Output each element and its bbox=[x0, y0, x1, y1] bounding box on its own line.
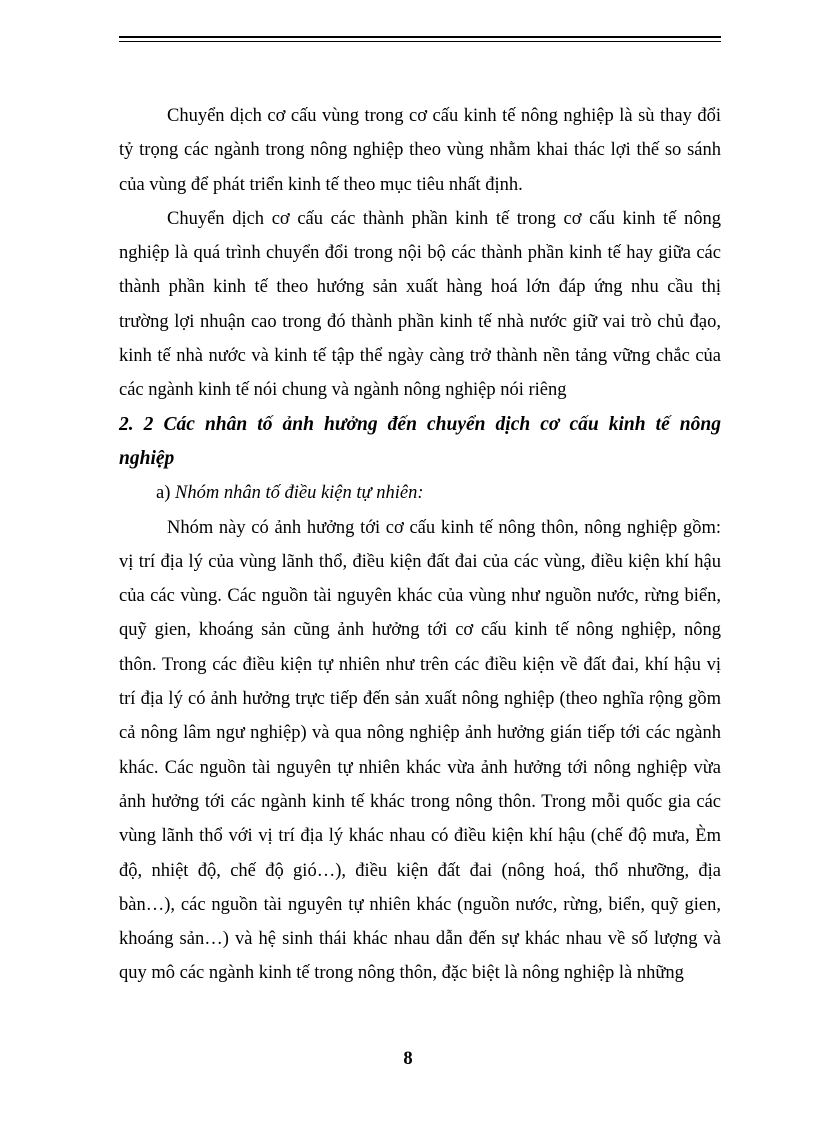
paragraph-line: Chuyển dịch cơ cấu vùng trong cơ cấu kinh tế nông nghiệp là sù thay đổi bbox=[167, 106, 721, 126]
paragraph-line: nghiệp là quá trình chuyển đổi trong nội bộ các thành phần kinh tế hay giữa các bbox=[119, 243, 721, 264]
paragraph-line: độ, nhiệt độ, chế độ gió…), điều kiện đất đai (nông hoá, thổ nhưỡng, địa bbox=[119, 860, 721, 881]
subheading-prefix: a) bbox=[156, 483, 171, 504]
paragraph-line: tỷ trọng các ngành trong nông nghiệp theo vùng nhằm khai thác lợi thế so sánh bbox=[119, 140, 721, 161]
paragraph-line: các ngành kinh tế nói chung và ngành nông nghiệp nói riêng bbox=[119, 380, 567, 401]
paragraph-line: quy mô các ngành kinh tế trong nông thôn, đặc biệt là nông nghiệp là những bbox=[119, 963, 684, 984]
paragraph-line: thôn. Trong các điều kiện tự nhiên như trên các điều kiện về đất đai, khí hậu vị bbox=[119, 654, 721, 675]
paragraph-line: của vùng để phát triển kinh tế theo mục tiêu nhất định. bbox=[119, 174, 523, 195]
paragraph-line: kinh tế nhà nước và kinh tế tập thể ngày càng trở thành nền tảng vững chắc của bbox=[119, 346, 721, 367]
paragraph-line: Nhóm này có ảnh hưởng tới cơ cấu kinh tế nông thôn, nông nghiệp gồm: bbox=[167, 517, 721, 538]
page-number: 8 bbox=[403, 1049, 413, 1069]
paragraph-line: khoáng sản…) và hệ sinh thái khác nhau dẫn đến sự khác nhau về số lượng và bbox=[119, 929, 721, 950]
paragraph-line: vùng lãnh thổ với vị trí địa lý khác nhau có điều kiện khí hậu (chế độ mưa, Èm bbox=[119, 826, 721, 847]
header-rule-thin bbox=[119, 41, 721, 42]
paragraph-line: thành phần kinh tế theo hướng sản xuất hàng hoá lớn đáp ứng nhu cầu thị bbox=[119, 277, 721, 298]
paragraph-line: ảnh hưởng tới các ngành kinh tế khác trong nông thôn. Trong mỗi quốc gia các bbox=[119, 791, 721, 812]
paragraph-line: Chuyển dịch cơ cấu các thành phần kinh tế trong cơ cấu kinh tế nông bbox=[167, 208, 721, 229]
section-heading: nghiệp bbox=[119, 447, 175, 469]
paragraph-line: của các vùng. Các nguồn tài nguyên khác của vùng như nguồn nước, rừng biển, bbox=[119, 586, 721, 607]
paragraph-line: trường lợi nhuận cao trong đó thành phần kinh tế nhà nước giữ vai trò chủ đạo, bbox=[119, 311, 721, 332]
paragraph-line: khác. Các nguồn tài nguyên tự nhiên khác vừa ảnh hưởng tới nông nghiệp vừa bbox=[119, 757, 721, 778]
paragraph-line: trí địa lý có ảnh hưởng trực tiếp đến sản xuất nông nghiệp (theo nghĩa rộng gồm bbox=[119, 689, 721, 710]
section-heading: 2. 2 Các nhân tố ảnh hưởng đến chuyển dịch cơ cấu kinh tế nông bbox=[119, 413, 721, 435]
subheading bbox=[119, 476, 721, 510]
subheading-title: Nhóm nhân tố điều kiện tự nhiên: bbox=[175, 483, 424, 504]
paragraph-line: bàn…), các nguồn tài nguyên tự nhiên khác (nguồn nước, rừng, biển, quỹ gien, bbox=[119, 894, 721, 915]
paragraph-line: cả nông lâm ngư nghiệp) và qua nông nghiệp ảnh hưởng gián tiếp tới các ngành bbox=[119, 723, 721, 744]
paragraph-line: quỹ gien, khoáng sản cũng ảnh hưởng tới cơ cấu kinh tế nông nghiệp, nông bbox=[119, 620, 721, 641]
header-rule-thick bbox=[119, 36, 721, 38]
page-body bbox=[119, 99, 721, 991]
paragraph-line: vị trí địa lý của vùng lãnh thổ, điều kiện đất đai của các vùng, điều kiện khí hậu bbox=[119, 551, 721, 572]
